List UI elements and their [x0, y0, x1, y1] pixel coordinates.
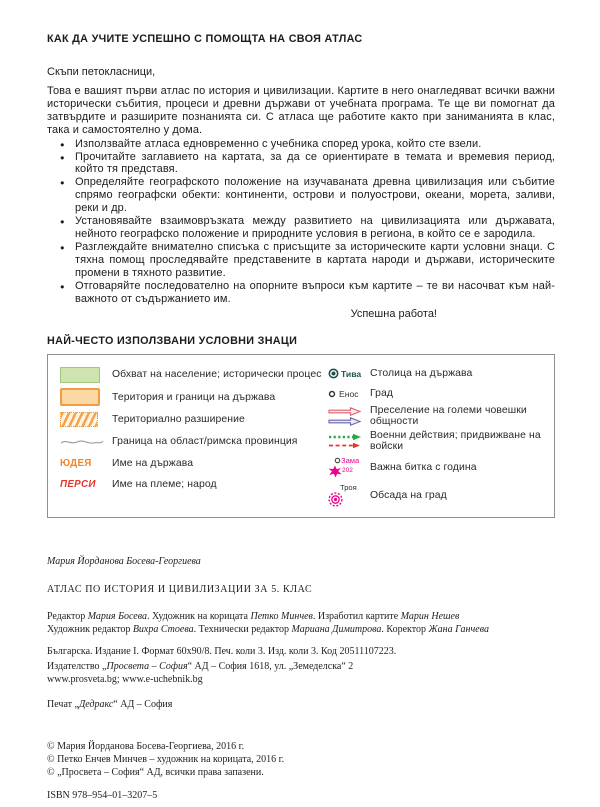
battle-year: 202: [342, 467, 353, 475]
battle-star-icon: [328, 457, 370, 478]
legend-row: [60, 432, 328, 451]
legend-row: [328, 365, 544, 382]
legend-row: [328, 482, 544, 508]
siege-city-sample: Троя: [340, 482, 357, 492]
legend-box: [47, 354, 555, 518]
legend-label: Териториално разширение: [112, 414, 245, 426]
legend-label: Преселение на големи човешки общности: [370, 405, 527, 428]
copyright-line: © Мария Йорданова Босева-Георгиева, 2016 г.: [47, 741, 245, 753]
legend-row: [60, 365, 328, 384]
legend-row: [60, 475, 328, 493]
wavy-border-line-icon: [60, 438, 112, 446]
salutation: Скъпи петокласници,: [47, 66, 156, 78]
colophon-print: Печат „Дедракс“ АД – София: [47, 699, 173, 711]
colophon-websites: www.prosveta.bg; www.e-uchebnik.bg: [47, 674, 203, 686]
tip-item: ● Отговаряйте последователно на опорните въпроси към картите – те ви насочват към най-важното от съдържанието им.: [60, 280, 555, 306]
tip-item: ● Установявайте взаимовръзката между развитието на цивилизацията или държавата, нейното географско положение и природните условия в региона, в който се е зародила.: [60, 215, 555, 241]
migration-arrows-icon: [328, 407, 370, 426]
legend-label: Град: [370, 388, 394, 400]
legend-label: Обсада на град: [370, 489, 447, 501]
page-title: КАК ДА УЧИТЕ УСПЕШНО С ПОМОЩТА НА СВОЯ АТЛАС: [47, 33, 363, 45]
green-area-swatch-icon: [60, 367, 112, 383]
legend-label: Име на племе; народ: [112, 478, 217, 490]
colophon-publisher: Издателство „Просвета – София“ АД – София 1618, ул. „Земеделска“ 2: [47, 661, 354, 673]
battle-name-sample: Зама: [341, 455, 360, 465]
tips-list: [60, 138, 555, 306]
colophon-credits-line: Художник редактор Вихра Стоева. Технически редактор Мариана Димитрова. Коректор Жана Ганчева: [47, 624, 490, 636]
copyright-line: © Петко Енчев Минчев – художник на корицата, 2016 г.: [47, 754, 285, 766]
legend-row: [328, 430, 544, 452]
legend-label: Важна битка с година: [370, 461, 477, 473]
legend-left-column: [60, 365, 328, 493]
legend-heading: НАЙ-ЧЕСТО ИЗПОЛЗВАНИ УСЛОВНИ ЗНАЦИ: [47, 335, 298, 348]
legend-label: Граница на област/римска провинция: [112, 436, 298, 448]
intro-paragraph: Това е вашият първи атлас по история и цивилизации. Картите в него онагледяват всички важни исторически събития, процеси и древни държави от учебната програма. Те ще ви помогнат да затвърдите и разширите познанията си. С атласа ще работите както при заниманията в клас, така и самостоятелно у дома.: [47, 85, 555, 136]
tip-item: ● Определяйте географското положение на изучаваната древна цивилизация или събитие спрямо географски обекти: континенти, острови и полуострови, океани, морета, заливи, реки и др.: [60, 176, 555, 215]
state-name-sample: ЮДЕЯ: [60, 457, 92, 469]
legend-row: [328, 405, 544, 427]
tip-item: ● Използвайте атласа едновременно с учебника според урока, който сте взели.: [60, 138, 555, 151]
military-arrows-icon: [328, 433, 370, 449]
closing-wish: Успешна работа!: [350, 308, 437, 321]
colophon-credits-line: Редактор Мария Босева. Художник на корицата Петко Минчев. Изработил картите Марин Нешев: [47, 611, 460, 623]
isbn: ISBN 978–954–01–3207–5: [47, 790, 158, 802]
city-name-sample: Енос: [339, 388, 359, 399]
legend-label: Военни действия; придвижване на войски: [370, 430, 541, 453]
capital-name-sample: Тива: [341, 368, 362, 379]
hatched-expansion-swatch-icon: [60, 412, 112, 427]
tip-item: ● Разглеждайте внимателно списъка с присъщите за историческите карти условни знаци. С тяхна помощ проследявайте представените в картата народи и държави, историческите промени в тяхното развитие.: [60, 241, 555, 280]
legend-right-column: [328, 365, 544, 508]
colophon: [47, 555, 555, 802]
legend-row: [328, 385, 544, 402]
legend-label: Столица на държава: [370, 368, 473, 380]
tribe-name-sample: ПЕРСИ: [60, 478, 96, 490]
orange-territory-swatch-icon: [60, 388, 112, 406]
legend-row: [60, 410, 328, 429]
copyright-line: © „Просвета – София“ АД, всички права запазени.: [47, 767, 264, 779]
legend-row: [60, 387, 328, 407]
legend-row: [60, 454, 328, 472]
legend-row: [328, 455, 544, 479]
colophon-book-title: АТЛАС ПО ИСТОРИЯ И ЦИВИЛИЗАЦИИ ЗА 5. КЛАС: [47, 584, 313, 596]
tip-item: ● Прочитайте заглавието на картата, за да се ориентирате в темата и времевия период, който тя представя.: [60, 151, 555, 177]
colophon-author: Мария Йорданова Босева-Георгиева: [47, 556, 201, 568]
siege-target-icon: [328, 484, 370, 507]
legend-label: Територия и граници на държава: [112, 391, 276, 403]
capital-dot-icon: [328, 368, 339, 379]
legend-label: Име на държава: [112, 457, 194, 469]
colophon-edition: Българска. Издание I. Формат 60х90/8. Печ. коли 3. Изд. коли 3. Код 20511107223.: [47, 646, 397, 658]
city-dot-icon: [328, 390, 336, 398]
legend-label: Обхват на население; исторически процес: [112, 369, 322, 381]
